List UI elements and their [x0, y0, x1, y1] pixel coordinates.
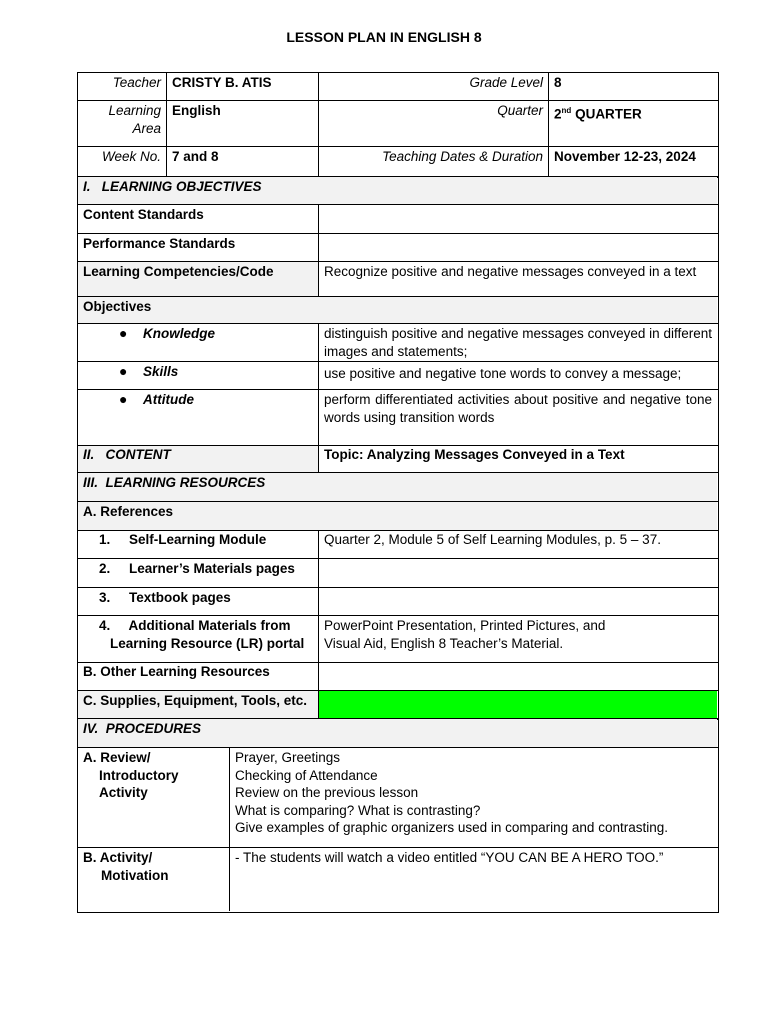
additional-materials-label-line2: Learning Resource (LR) portal	[110, 635, 305, 651]
additional-materials-value-line2: Visual Aid, English 8 Teacher’s Material.	[324, 635, 564, 651]
review-label-line2: Introductory	[99, 767, 179, 783]
skills-value: use positive and negative tone words to convey a message;	[324, 366, 682, 381]
learning-area-label	[78, 101, 166, 138]
supplies-label: C. Supplies, Equipment, Tools, etc.	[83, 693, 308, 708]
attitude-value: perform differentiated activities about positive and negative tone words using transition words	[324, 392, 712, 425]
grade-level-label: Grade Level	[469, 75, 543, 90]
content-heading: II. CONTENT	[83, 447, 171, 462]
learners-materials-label: 2. Learner’s Materials pages	[99, 561, 295, 576]
additional-materials-label	[94, 616, 318, 653]
teacher-label: Teacher	[112, 75, 161, 90]
learning-area-label-line2: Area	[132, 120, 161, 136]
motivation-label-line1: B. Activity/	[83, 850, 153, 865]
content-standards-label: Content Standards	[83, 207, 204, 222]
teaching-dates-label: Teaching Dates & Duration	[382, 149, 543, 164]
learning-area-value: English	[172, 103, 221, 118]
competencies-label: Learning Competencies/Code	[83, 264, 274, 279]
review-line: What is comparing? What is contrasting?	[235, 802, 481, 818]
grade-level-value: 8	[554, 75, 562, 90]
performance-standards-label: Performance Standards	[83, 236, 236, 251]
review-line: Give examples of graphic organizers used in comparing and contrasting.	[235, 820, 668, 835]
learning-resources-heading: III. LEARNING RESOURCES	[83, 475, 266, 490]
motivation-label	[78, 848, 229, 885]
review-line: Review on the previous lesson	[235, 785, 419, 800]
knowledge-label: ● Knowledge	[114, 324, 318, 344]
additional-materials-label-line1: 4. Additional Materials from	[99, 618, 291, 633]
learning-area-label-line1: Learning	[108, 103, 161, 118]
review-activity-content	[230, 748, 717, 838]
review-activity-label	[78, 748, 229, 803]
additional-materials-value-line1: PowerPoint Presentation, Printed Pictures, and	[324, 618, 606, 633]
review-line: Checking of Attendance	[235, 767, 378, 783]
other-resources-label: B. Other Learning Resources	[83, 664, 270, 679]
competencies-value: Recognize positive and negative messages conveyed in a text	[324, 264, 697, 279]
review-label-line3: Activity	[99, 785, 148, 800]
quarter-label: Quarter	[497, 103, 543, 118]
teacher-value: CRISTY B. ATIS	[172, 75, 272, 90]
quarter-word: QUARTER	[575, 106, 642, 122]
quarter-suffix: nd	[561, 106, 572, 115]
skills-label: ● Skills	[114, 362, 318, 382]
motivation-content: - The students will watch a video entitled “YOU CAN BE A HERO TOO.”	[235, 850, 664, 865]
quarter-value	[549, 101, 717, 124]
self-learning-module-value: Quarter 2, Module 5 of Self Learning Modules, p. 5 – 37.	[324, 532, 661, 547]
week-value: 7 and 8	[172, 149, 219, 164]
supplies-highlight-cell	[319, 691, 717, 718]
teaching-dates-value: November 12-23, 2024	[554, 149, 696, 164]
page-title: LESSON PLAN IN ENGLISH 8	[286, 29, 482, 45]
quarter-number: 2	[554, 106, 562, 122]
attitude-label: ● Attitude	[114, 390, 318, 410]
content-topic: Topic: Analyzing Messages Conveyed in a Text	[324, 447, 625, 462]
additional-materials-value	[319, 616, 717, 653]
review-line: Prayer, Greetings	[235, 750, 341, 765]
textbook-pages-label: 3. Textbook pages	[99, 590, 231, 605]
self-learning-module-label: 1. Self-Learning Module	[99, 532, 267, 547]
objectives-label: Objectives	[83, 299, 152, 314]
knowledge-value: distinguish positive and negative messages conveyed in different images and statements;	[324, 326, 712, 359]
references-heading: A. References	[83, 504, 174, 519]
review-label-line1: A. Review/	[83, 750, 151, 765]
learning-objectives-heading: I. LEARNING OBJECTIVES	[83, 179, 262, 194]
motivation-label-line2: Motivation	[101, 867, 169, 883]
procedures-heading: IV. PROCEDURES	[83, 721, 202, 736]
week-label: Week No.	[101, 149, 161, 164]
